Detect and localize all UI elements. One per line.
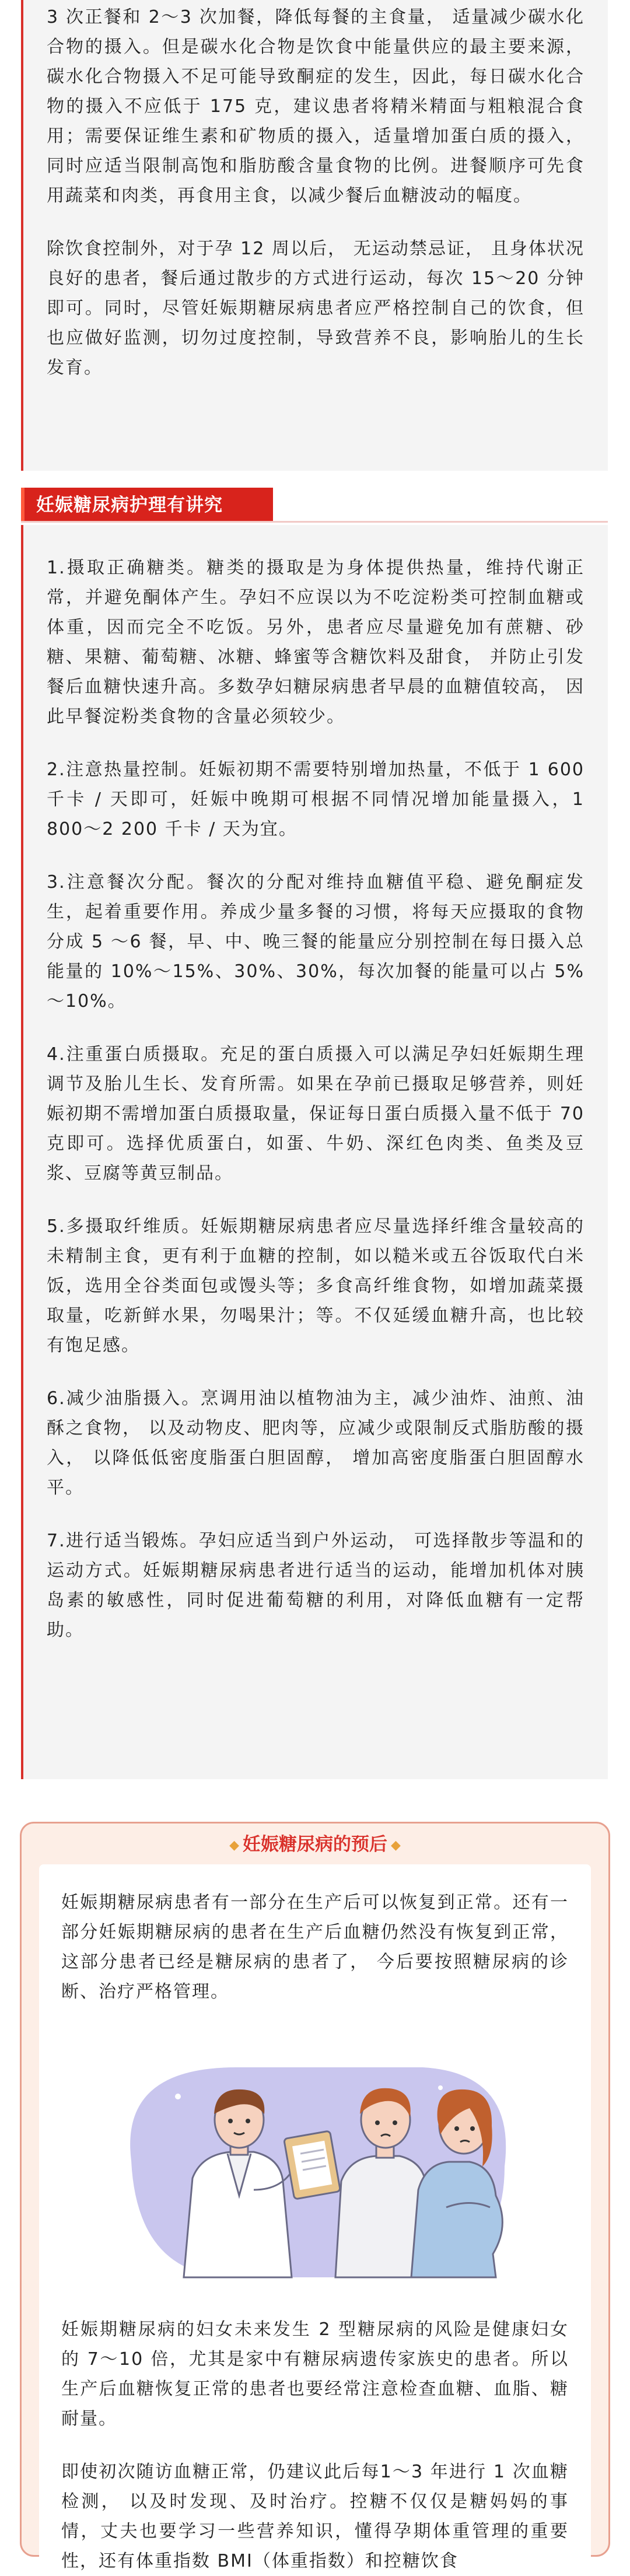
heading-underline — [21, 521, 608, 523]
care-tip-item: 5.多摄取纤维质。妊娠期糖尿病患者应尽量选择纤维含量较高的未精制主食，更有利于血糖的控制，如以糙米或五谷饭取代白米饭，选用全谷类面包或馒头等；多食高纤维食物，如增加蔬菜摄取量，吃新鲜水果，勿喝果汁；等。不仅延缓血糖升高，也比较有饱足感。 — [47, 1216, 584, 1356]
care-section-heading — [21, 488, 608, 523]
clipboard-icon — [284, 2131, 341, 2199]
prognosis-paragraph-3: 即使初次随访血糖正常，仍建议此后每1～3 年进行 1 次血糖检测， 以及时发现、及时治疗。控糖不仅仅是糖妈妈的事情，丈夫也要学习一些营养知识，懂得孕期体重管理的重要性，还有体重指数 BMI（体重指数）和控糖饮食 — [61, 2462, 569, 2571]
prognosis-paragraph-2: 妊娠期糖尿病的妇女未来发生 2 型糖尿病的风险是健康妇女的 7～10 倍，尤其是家中有糖尿病遗传家族史的患者。所以生产后血糖恢复正常的患者也要经常注意检查血糖、血脂、糖耐量。 — [61, 2319, 569, 2429]
care-tip-item: 4.注重蛋白质摄取。充足的蛋白质摄入可以满足孕妇妊娠期生理调节及胎儿生长、发育所需。如果在孕前已摄取足够营养，则妊娠初期不需增加蛋白质摄取量，保证每日蛋白质摄入量不低于 70 克即可。选择优质蛋白，如蛋、牛奶、深红色肉类、鱼类及豆浆、豆腐等黄豆制品。 — [47, 1044, 592, 1184]
care-tip-item: 6.减少油脂摄入。烹调用油以植物油为主，减少油炸、油煎、油酥之食物， 以及动物皮、肥肉等，应减少或限制反式脂肪酸的摄入， 以降低低密度脂蛋白胆固醇， 增加高密度脂蛋白胆固醇水平。 — [47, 1388, 584, 1498]
exercise-paragraph: 除饮食控制外，对于孕 12 周以后， 无运动禁忌证， 且身体状况良好的患者，餐后通过散步的方式进行运动，每次 15～20 分钟即可。同时，尽管妊娠期糖尿病患者应严格控制自己的饮食，但也应做好监测，切勿过度控制，导致营养不良，影响胎儿的生长发育。 — [47, 239, 584, 378]
diet-paragraph-1: 3 次正餐和 2～3 次加餐，降低每餐的主食量， 适量减少碳水化合物的摄入。但是碳水化合物是饮食中能量供应的最主要来源，碳水化合物摄入不足可能导致酮症的发生，因此，每日碳水化合物的摄入不应低于 175 克，建议患者将精米精面与粗粮混合食用；需要保证维生素和矿物质的摄入，适量增加蛋白质的摄入，同时应适当限制高饱和脂肪酸含量食物的比例。进餐顺序可先食用蔬菜和肉类，再食用主食，以减少餐后血糖波动的幅度。 — [47, 7, 584, 206]
diamond-icon: ◆ — [229, 1838, 239, 1853]
prognosis-title-wrap — [218, 1829, 412, 1861]
care-tip-item: 2.注意热量控制。妊娠初期不需要特别增加热量，不低于 1 600 千卡 / 天即可，妊娠中晚期可根据不同情况增加能量摄入，1 800～2 200 千卡 / 天为宜。 — [47, 760, 592, 839]
prognosis-title-bar — [22, 1829, 608, 1860]
prognosis-paragraph-1: 妊娠期糖尿病患者有一部分在生产后可以恢复到正常。还有一部分妊娠期糖尿病的患者在生产后血糖仍然没有恢复到正常，这部分患者已经是糖尿病的患者了， 今后要按照糖尿病的诊断、治疗严格管理。 — [61, 1892, 569, 2002]
diamond-icon: ◆ — [391, 1838, 401, 1853]
doctor-couple-illustration-icon — [61, 2032, 569, 2289]
care-tip-item: 3.注意餐次分配。餐次的分配对维持血糖值平稳、避免酮症发生，起着重要作用。养成少量多餐的习惯，将每天应摄取的食物分成 5 ～6 餐，早、中、晚三餐的能量应分别控制在每日摄入总能量的 10%～15%、30%、30%，每次加餐的能量可以占 5%～10%。 — [47, 872, 584, 1012]
prognosis-card — [20, 1822, 610, 2571]
section-title: 妊娠糖尿病护理有讲究 — [21, 488, 273, 523]
care-tip-item: 1.摄取正确糖类。糖类的摄取是为身体提供热量，维持代谢正常，并避免酮体产生。孕妇不应误以为不吃淀粉类可控制血糖或体重，因而完全不吃饭。另外，患者应尽量避免加有蔗糖、砂糖、果糖、葡萄糖、冰糖、蜂蜜等含糖饮料及甜食， 并防止引发餐后血糖快速升高。多数孕妇糖尿病患者早晨的血糖值较高， 因此早餐淀粉类食物的含量必须较少。 — [47, 558, 584, 727]
prognosis-content — [39, 1864, 591, 2571]
care-tip-item: 7.进行适当锻炼。孕妇应适当到户外运动， 可选择散步等温和的运动方式。妊娠期糖尿病患者进行适当的运动，能增加机体对胰岛素的敏感性，同时促进葡萄糖的利用，对降低血糖有一定帮助。 — [47, 1531, 584, 1640]
care-tips-panel — [21, 525, 608, 1779]
diet-advice-panel — [21, 0, 608, 471]
prognosis-title: 妊娠糖尿病的预后 — [243, 1834, 387, 1855]
